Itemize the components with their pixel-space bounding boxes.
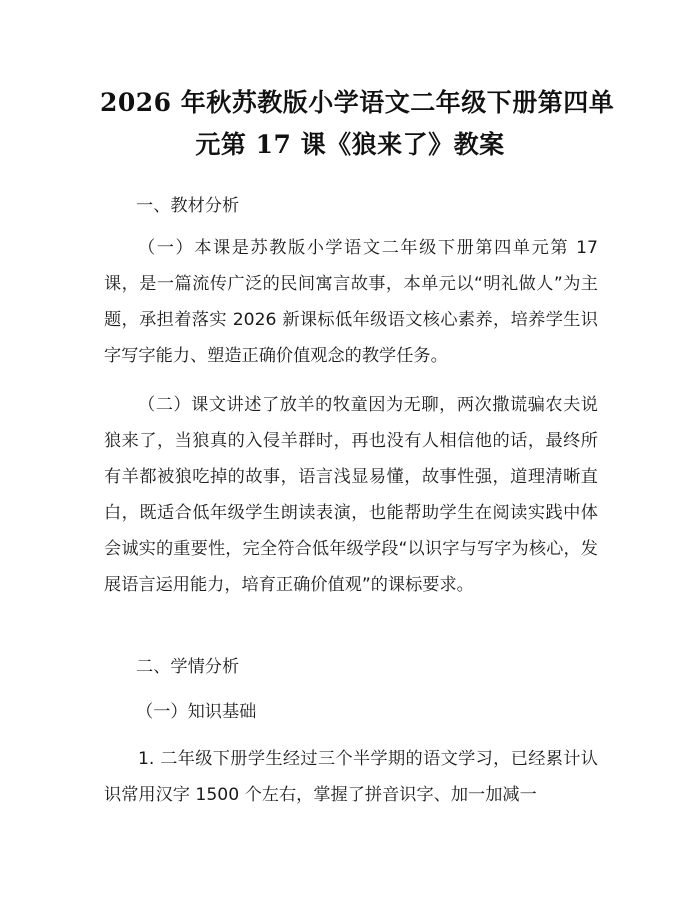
section-heading-textbook-analysis: 一、教材分析 — [136, 196, 240, 216]
section-heading-student-analysis: 二、学情分析 — [136, 657, 240, 677]
paragraph-3: 1. 二年级下册学生经过三个半学期的语文学习，已经累计认识常用汉字 1500 个左右，掌握了拼音识字、加一加减一 — [104, 749, 598, 805]
paragraph-2: （二）课文讲述了放羊的牧童因为无聊，两次撒谎骗农夫说狼来了，当狼真的入侵羊群时，再也没有人相信他的话，最终所有羊都被狼吃掉的故事，语言浅显易懂，故事性强，道理清晰直白，既适合低年级学生朗读表演，也能帮助学生在阅读实践中体会诚实的重要性，完全符合低年级学段“以识字与写字为核心，发展语言运用能力，培育正确价值观”的课标要求。 — [104, 395, 598, 595]
paragraph-1: （一）本课是苏教版小学语文二年级下册第四单元第 17 课，是一篇流传广泛的民间寓言故事，本单元以“明礼做人”为主题，承担着落实 2026 新课标低年级语文核心素养，培养学生识字写字能力、塑造正确价值观念的教学任务。 — [104, 238, 598, 366]
document-title-line2: 元第 17 课《狼来了》教案 — [195, 130, 505, 159]
document-title-line1: 2026 年秋苏教版小学语文二年级下册第四单 — [100, 88, 615, 117]
subsection-heading-knowledge-base: （一）知识基础 — [136, 702, 257, 722]
